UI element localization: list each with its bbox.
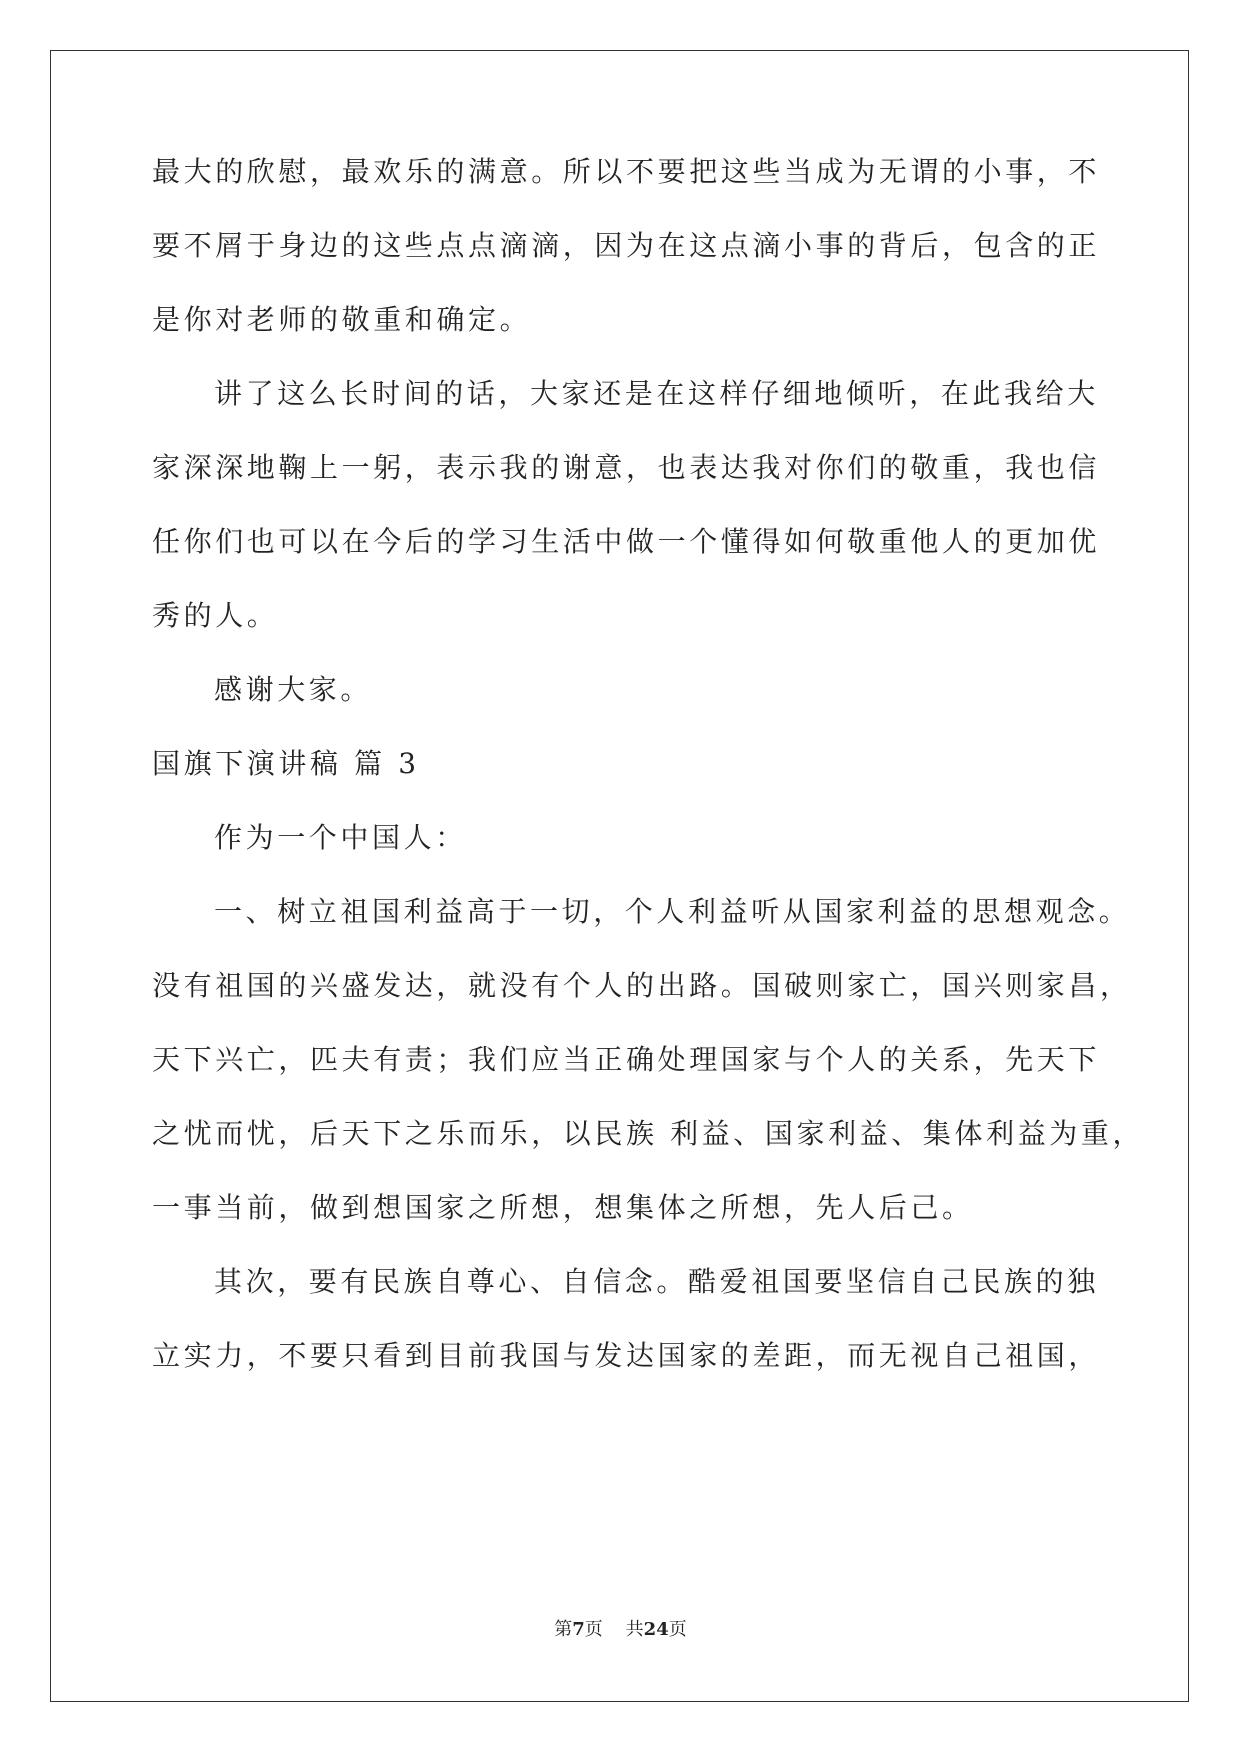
footer-total-suffix: 页 xyxy=(668,1619,687,1640)
section-heading: 国旗下演讲稿 篇 3 xyxy=(152,747,420,780)
footer-page-word: 页 xyxy=(584,1619,603,1640)
paragraph-start: 作为一个中国人： xyxy=(214,821,467,854)
text-line: 天下兴亡，匹夫有责；我们应当正确处理国家与个人的关系，先天下 xyxy=(152,1043,1101,1076)
text-line: 任你们也可以在今后的学习生活中做一个懂得如何敬重他人的更加优 xyxy=(152,525,1101,558)
text-line: 没有祖国的兴盛发达，就没有个人的出路。国破则家亡，国兴则家昌， xyxy=(152,969,1132,1002)
text-line: 要不屑于身边的这些点点滴滴，因为在这点滴小事的背后，包含的正 xyxy=(152,229,1101,262)
text-line: 一事当前，做到想国家之所想，想集体之所想，先人后己。 xyxy=(152,1191,974,1224)
text-line: 之忧而忧，后天下之乐而乐，以民族 利益、国家利益、集体利益为重， xyxy=(152,1117,1145,1150)
paragraph-start: 感谢大家。 xyxy=(214,673,373,706)
text-line: 秀的人。 xyxy=(152,599,279,632)
text-line: 最大的欣慰，最欢乐的满意。所以不要把这些当成为无谓的小事，不 xyxy=(152,155,1101,188)
page-footer xyxy=(0,1618,1241,1642)
paragraph-start: 讲了这么长时间的话，大家还是在这样仔细地倾听，在此我给大 xyxy=(214,377,1099,410)
paragraph-start: 一、树立祖国利益高于一切，个人利益听从国家利益的思想观念。 xyxy=(214,895,1131,928)
text-line: 家深深地鞠上一躬，表示我的谢意，也表达我对你们的敬重，我也信 xyxy=(152,451,1101,484)
paragraph-start: 其次，要有民族自尊心、自信念。酷爱祖国要坚信自己民族的独 xyxy=(214,1265,1099,1298)
page-border xyxy=(50,50,1189,1702)
text-line: 是你对老师的敬重和确定。 xyxy=(152,303,532,336)
current-page-number: 7 xyxy=(572,1619,585,1640)
total-page-number: 24 xyxy=(643,1619,669,1640)
text-line: 立实力，不要只看到目前我国与发达国家的差距，而无视自己祖国， xyxy=(152,1339,1101,1372)
footer-total-prefix: 共 xyxy=(625,1619,644,1640)
footer-prefix: 第 xyxy=(554,1619,573,1640)
